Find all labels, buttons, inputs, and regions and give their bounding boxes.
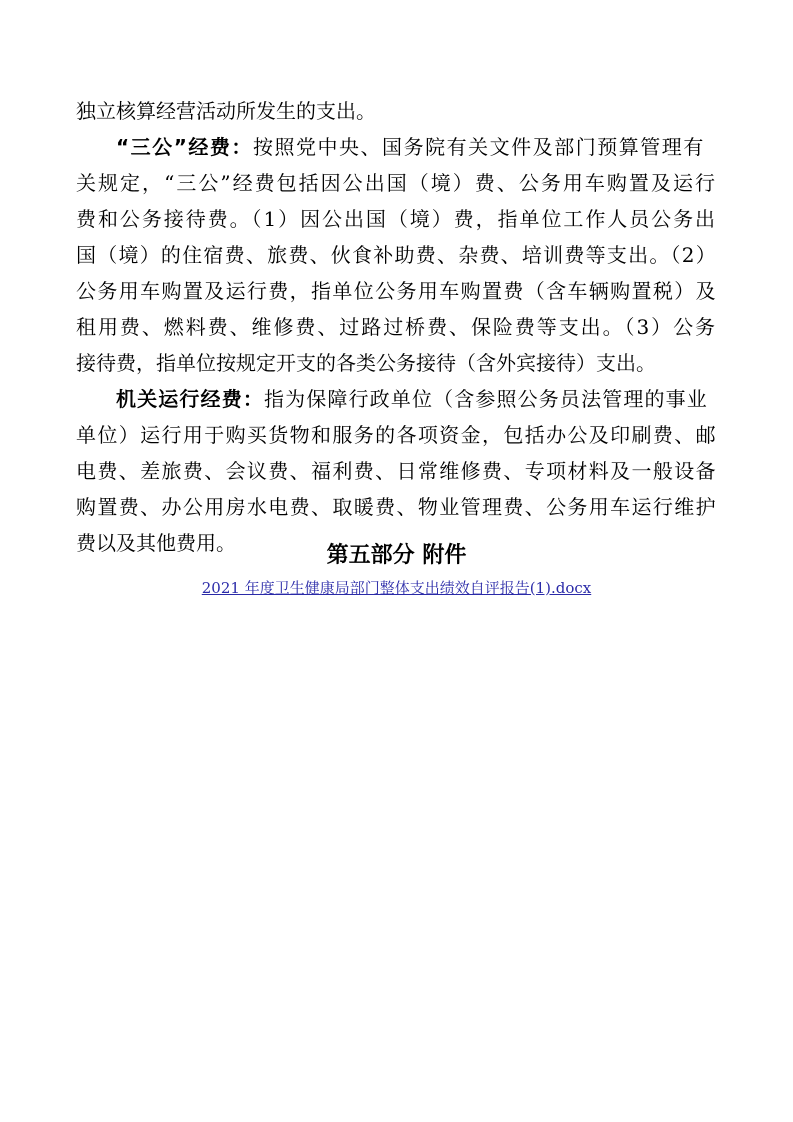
paragraph-2-line-7: 接待费，指单位按规定开支的各类公务接待（含外宾接待）支出。: [76, 351, 656, 375]
paragraph-3-line-2: 单位）运行用于购买货物和服务的各项资金，包括办公及印刷费、邮: [76, 423, 717, 447]
paragraph-2-line-2: 关规定，“三公”经费包括因公出国（境）费、公务用车购置及运行: [76, 171, 717, 195]
paragraph-3-line-3: 电费、差旅费、会议费、福利费、日常维修费、专项材料及一般设备: [76, 459, 717, 483]
paragraph-1-line-1: 独立核算经营活动所发生的支出。: [76, 99, 376, 123]
paragraph-2-line-1: [116, 134, 705, 160]
attachment-link[interactable]: 2021 年度卫生健康局部门整体支出绩效自评报告(1).docx: [201, 579, 592, 597]
paragraph-2-line-6: 租用费、燃料费、维修费、过路过桥费、保险费等支出。（3）公务: [76, 315, 717, 339]
paragraph-3-line-1-text: 指为保障行政单位（含参照公务员法管理的事业: [263, 387, 708, 411]
paragraph-3-line-5: 费以及其他费用。: [76, 531, 236, 555]
section-heading: 第五部分 附件: [326, 543, 467, 568]
operating-funds-term: 机关运行经费：: [116, 387, 264, 411]
paragraph-3-line-1: [116, 386, 708, 412]
paragraph-2-line-5: 公务用车购置及运行费，指单位公务用车购置费（含车辆购置税）及: [76, 279, 717, 303]
paragraph-2-line-1-text: 按照党中央、国务院有关文件及部门预算管理有: [252, 135, 705, 159]
paragraph-2-line-3: 费和公务接待费。（1）因公出国（境）费，指单位工作人员公务出: [76, 207, 717, 231]
paragraph-3-line-4: 购置费、办公用房水电费、取暖费、物业管理费、公务用车运行维护: [76, 495, 717, 519]
paragraph-2-line-4: 国（境）的住宿费、旅费、伙食补助费、杂费、培训费等支出。（2）: [76, 243, 717, 267]
sangong-term: “三公”经费：: [116, 135, 253, 159]
